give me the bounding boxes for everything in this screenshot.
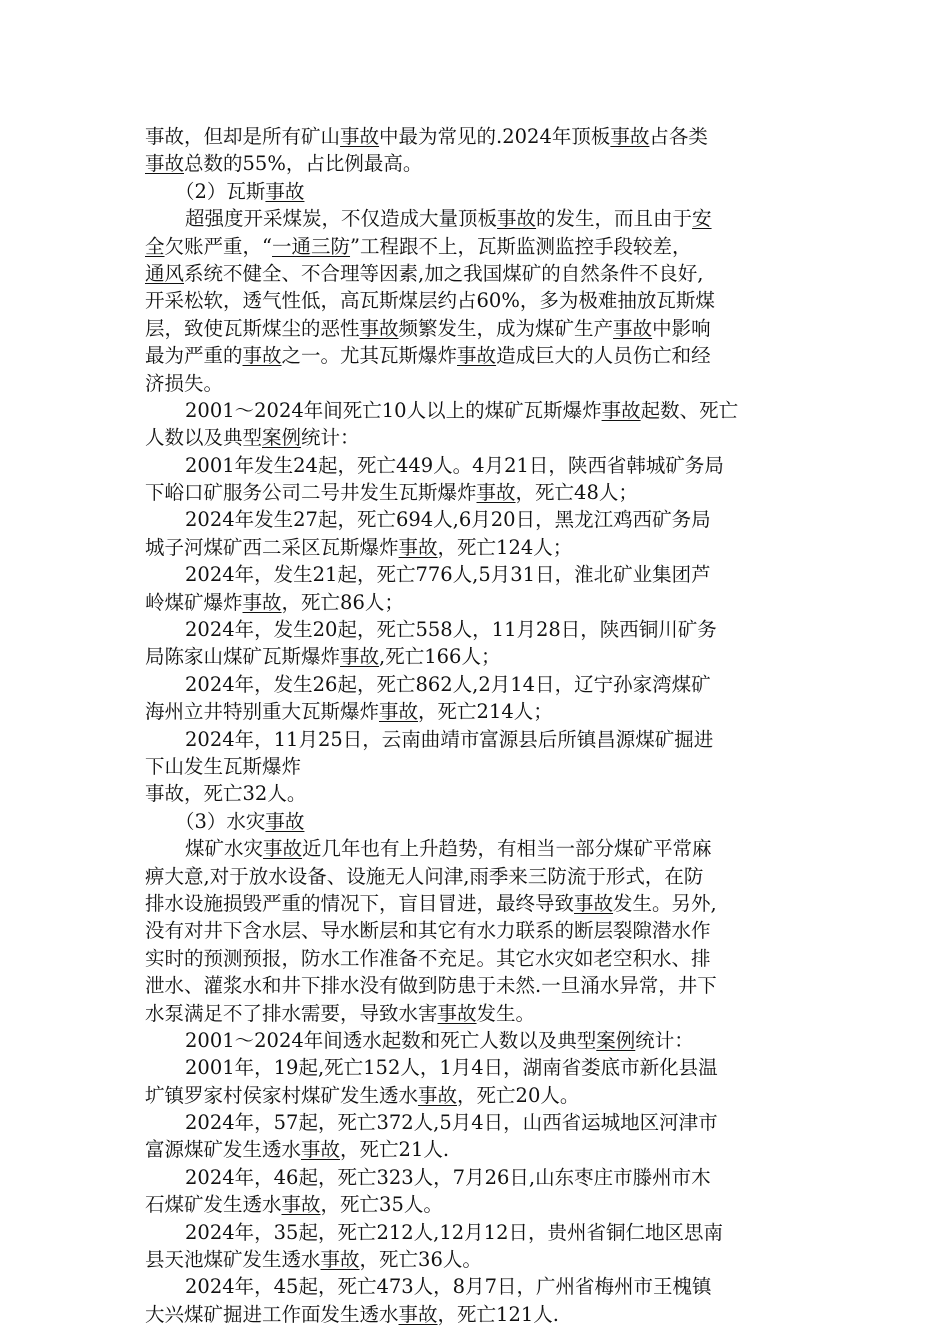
underlined-link[interactable]: 事故: [457, 344, 497, 368]
underlined-link[interactable]: 事故: [437, 1001, 477, 1025]
text-line: [145, 452, 805, 479]
text-segment: 超强度开采煤炭，不仅造成大量顶板: [185, 207, 498, 231]
underlined-link[interactable]: 事故: [398, 535, 438, 559]
text-segment: 煤矿水灾: [185, 837, 264, 861]
text-line: [145, 1054, 805, 1081]
text-segment: 下峪口矿服务公司二号井发生瓦斯爆炸: [145, 481, 477, 505]
text-line: [145, 1027, 805, 1054]
underlined-link[interactable]: 安: [692, 207, 712, 231]
underlined-link[interactable]: 事故: [359, 316, 399, 340]
underlined-link[interactable]: 事故: [281, 1193, 321, 1217]
text-segment: 中最为常见的.2024年顶板: [379, 125, 611, 148]
text-segment: 泄水、灌浆水和井下排水没有做到防患于未然.一旦涌水异常，井下: [145, 974, 717, 998]
text-segment: 2024年，35起，死亡212人,12月12日，贵州省铜仁地区思南: [185, 1220, 723, 1244]
text-segment: 造成巨大的人员伤亡和经: [496, 344, 711, 368]
text-line: [145, 479, 805, 506]
text-line: [145, 424, 805, 451]
text-line: [145, 753, 805, 780]
underlined-link[interactable]: 一通三防: [272, 234, 351, 258]
text-line: [145, 561, 805, 588]
text-line: [145, 1082, 805, 1109]
text-line: [145, 123, 805, 150]
text-segment: 2024年，45起，死亡473人，8月7日，广州省梅州市王槐镇: [185, 1275, 712, 1299]
text-segment: 发生。另外,: [613, 891, 717, 915]
underlined-link[interactable]: 事故: [145, 152, 185, 176]
text-line: [145, 616, 805, 643]
text-line: [145, 150, 805, 177]
underlined-link[interactable]: 事故: [497, 207, 537, 231]
text-segment: 城子河煤矿西二采区瓦斯爆炸: [145, 535, 399, 559]
text-line: [145, 835, 805, 862]
text-line: [145, 1219, 805, 1246]
text-segment: 占各类: [649, 125, 708, 148]
text-line: [145, 1246, 805, 1273]
text-segment: 总数的55%，占比例最高。: [184, 152, 423, 176]
text-segment: 下山发生瓦斯爆炸: [145, 754, 302, 778]
text-line: [145, 260, 805, 287]
text-segment: 2024年，发生20起，死亡558人，11月28日，陕西铜川矿务: [185, 618, 717, 642]
underlined-link[interactable]: 事故: [340, 645, 380, 669]
underlined-link[interactable]: 事故: [379, 700, 419, 724]
text-line: [145, 780, 805, 807]
text-segment: 统计：: [635, 1028, 694, 1052]
text-segment: 近几年也有上升趋势，有相当一部分煤矿平常麻: [302, 837, 712, 861]
underlined-link[interactable]: 事故: [265, 179, 305, 203]
underlined-link[interactable]: 事故: [263, 837, 303, 861]
text-segment: ”工程跟不上，瓦斯监测监控手段较差，: [350, 234, 692, 258]
text-segment: 起数、死亡: [640, 398, 739, 422]
document-body: [145, 123, 805, 1328]
text-segment: 中影响: [652, 316, 711, 340]
text-segment: 层，致使瓦斯煤尘的恶性: [145, 316, 360, 340]
text-segment: 济损失。: [145, 371, 224, 395]
text-line: [145, 698, 805, 725]
text-line: [145, 890, 805, 917]
underlined-link[interactable]: 事故: [320, 1248, 360, 1272]
text-line: [145, 808, 805, 835]
underlined-link[interactable]: 事故: [476, 481, 516, 505]
text-segment: （2）瓦斯: [175, 179, 266, 203]
text-line: [145, 726, 805, 753]
text-line: [145, 1000, 805, 1027]
underlined-link[interactable]: 全: [145, 234, 165, 258]
text-line: [145, 397, 805, 424]
text-segment: 2024年，11月25日，云南曲靖市富源县后所镇昌源煤矿掘进: [185, 727, 714, 751]
text-segment: ，死亡20人。: [457, 1083, 580, 1107]
text-segment: 2024年，发生21起，死亡776人,5月31日，淮北矿业集团芦: [185, 563, 711, 587]
text-segment: 石煤矿发生透水: [145, 1193, 282, 1217]
text-line: [145, 589, 805, 616]
text-line: [145, 671, 805, 698]
text-line: [145, 370, 805, 397]
text-line: [145, 1164, 805, 1191]
underlined-link[interactable]: 案例: [262, 426, 302, 450]
text-segment: 2024年，57起，死亡372人,5月4日，山西省运城地区河津市: [185, 1111, 718, 1135]
text-segment: 2001～2024年间透水起数和死亡人数以及典型: [185, 1028, 597, 1052]
underlined-link[interactable]: 案例: [596, 1028, 636, 1052]
text-segment: 圹镇罗家村侯家村煤矿发生透水: [145, 1083, 419, 1107]
underlined-link[interactable]: 事故: [574, 891, 614, 915]
text-line: [145, 643, 805, 670]
text-segment: 2024年，发生26起，死亡862人,2月14日，辽宁孙家湾煤矿: [185, 672, 711, 696]
text-segment: 的发生，而且由于: [536, 207, 693, 231]
underlined-link[interactable]: 事故: [340, 125, 380, 148]
text-segment: 最为严重的: [145, 344, 243, 368]
underlined-link[interactable]: 通风: [145, 261, 185, 285]
text-segment: ，死亡35人。: [320, 1193, 443, 1217]
text-line: [145, 945, 805, 972]
text-segment: 统计：: [301, 426, 360, 450]
text-segment: 2001～2024年间死亡10人以上的煤矿瓦斯爆炸: [185, 398, 602, 422]
underlined-link[interactable]: 事故: [242, 590, 282, 614]
text-segment: ，死亡121人.: [437, 1302, 559, 1326]
text-line: [145, 342, 805, 369]
text-segment: 人数以及典型: [145, 426, 263, 450]
underlined-link[interactable]: 事故: [613, 316, 653, 340]
text-segment: 富源煤矿发生透水: [145, 1138, 302, 1162]
text-segment: ,死亡166人；: [379, 645, 501, 669]
text-segment: 实时的预测预报，防水工作准备不充足。其它水灾如老空积水、排: [145, 946, 711, 970]
text-line: [145, 1191, 805, 1218]
text-segment: ，死亡124人；: [437, 535, 573, 559]
text-segment: 水泵满足不了排水需要，导致水害: [145, 1001, 438, 1025]
text-segment: 系统不健全、不合理等因素,加之我国煤矿的自然条件不良好,: [184, 261, 704, 285]
text-line: [145, 972, 805, 999]
text-segment: ，死亡48人；: [515, 481, 638, 505]
text-segment: 没有对井下含水层、导水断层和其它有水力联系的断层裂隙潜水作: [145, 919, 711, 943]
text-segment: 大兴煤矿掘进工作面发生透水: [145, 1302, 399, 1326]
text-segment: 海州立井特别重大瓦斯爆炸: [145, 700, 380, 724]
text-segment: 欠账严重，“: [164, 234, 272, 258]
text-segment: 县天池煤矿发生透水: [145, 1248, 321, 1272]
text-segment: ，死亡21人.: [340, 1138, 450, 1162]
text-segment: ，死亡86人；: [281, 590, 404, 614]
text-line: [145, 1273, 805, 1300]
text-line: [145, 917, 805, 944]
text-line: [145, 205, 805, 232]
underlined-link[interactable]: 事故: [398, 1302, 438, 1326]
text-segment: 岭煤矿爆炸: [145, 590, 243, 614]
text-line: [145, 233, 805, 260]
underlined-link[interactable]: 事故: [418, 1083, 458, 1107]
text-segment: ，死亡214人；: [418, 700, 553, 724]
text-segment: 痹大意,对于放水设备、设施无人问津,雨季来三防流于形式，在防: [145, 864, 704, 888]
text-line: [145, 534, 805, 561]
underlined-link[interactable]: 事故: [610, 125, 650, 148]
text-segment: ，死亡36人。: [359, 1248, 482, 1272]
text-segment: 开采松软，透气性低，高瓦斯煤层约占60%，多为极难抽放瓦斯煤: [145, 289, 715, 313]
text-segment: 之一。尤其瓦斯爆炸: [281, 344, 458, 368]
text-line: [145, 1301, 805, 1328]
text-line: [145, 506, 805, 533]
text-segment: 排水设施损毁严重的情况下，盲目冒进，最终导致: [145, 891, 575, 915]
text-segment: 发生。: [476, 1001, 536, 1025]
text-segment: 事故，死亡32人。: [145, 782, 307, 806]
text-segment: 2024年，46起，死亡323人，7月26日,山东枣庄市滕州市木: [185, 1165, 711, 1189]
text-line: [145, 863, 805, 890]
text-segment: 局陈家山煤矿瓦斯爆炸: [145, 645, 341, 669]
text-line: [145, 1136, 805, 1163]
text-line: [145, 287, 805, 314]
text-line: [145, 1109, 805, 1136]
text-segment: 事故: [145, 125, 185, 148]
text-line: [145, 315, 805, 342]
underlined-link[interactable]: 事故: [265, 809, 305, 833]
text-line: [145, 178, 805, 205]
underlined-link[interactable]: 事故: [242, 344, 282, 368]
text-segment: 频繁发生，成为煤矿生产: [398, 316, 614, 340]
text-segment: 2024年发生27起，死亡694人,6月20日，黑龙江鸡西矿务局: [185, 508, 711, 532]
text-segment: 2001年，19起,死亡152人，1月4日，湖南省娄底市新化县温: [185, 1056, 718, 1080]
underlined-link[interactable]: 事故: [301, 1138, 341, 1162]
text-segment: ，但却是所有矿山: [184, 125, 341, 148]
text-segment: （3）水灾: [175, 809, 266, 833]
text-segment: 2001年发生24起，死亡449人。4月21日，陕西省韩城矿务局: [185, 453, 724, 477]
underlined-link[interactable]: 事故: [601, 398, 641, 422]
